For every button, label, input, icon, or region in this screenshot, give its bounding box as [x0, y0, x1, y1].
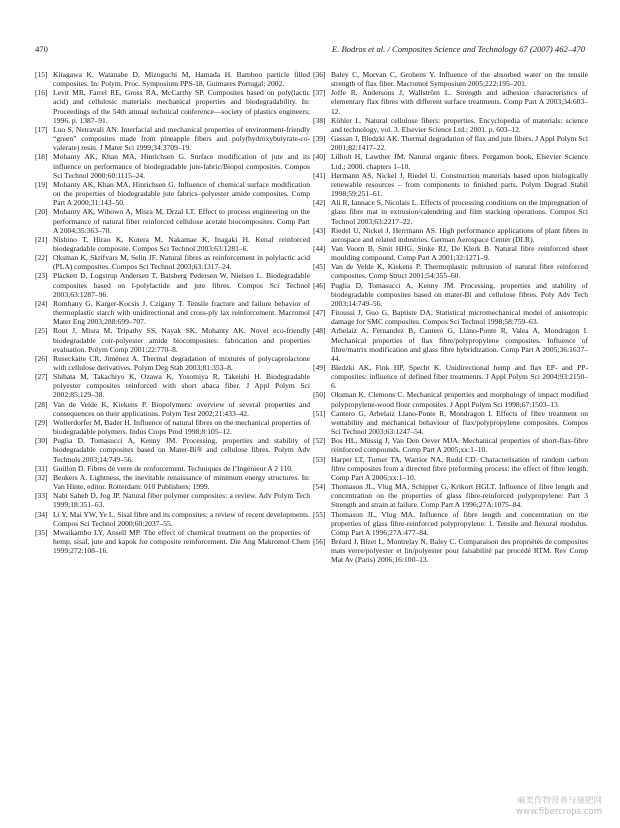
watermark-url: www.fibercrops.com — [516, 807, 602, 817]
page-header — [35, 44, 585, 58]
reference-item — [35, 418, 310, 436]
reference-text: Bréard J, Bizet L, Montrelay N, Baley C. Comparaison des propriétés de composites mats verre/polyester et lin/polyester pour faisabilité par procédé RTM. Rev Comp Mat Av (Paris) 2006;16:100–13. — [331, 536, 588, 565]
reference-number: [50] — [313, 390, 326, 400]
reference-item — [313, 88, 588, 115]
reference-text: Nishino T, Hirao K, Kotera M, Nakamae K, Inagaki H. Kenaf reinforced biodegradable composite. Compos Sci Technol 2003;63:1281–6. — [53, 234, 310, 253]
reference-number: [36] — [313, 70, 326, 79]
reference-number: [38] — [313, 115, 326, 125]
reference-item — [313, 171, 588, 198]
reference-item — [35, 88, 310, 125]
reference-text: Kitagawa K, Watanabe D, Mizoguchi M, Hamada H. Bamboo particle filled composites. In: Polym. Proc. Symposium PPS-18, Guimares Portugal; 2002. — [53, 70, 310, 89]
reference-text: Oksman K, Skrifvars M, Selin JF. Natural fibres as reinforcement in polylactic acid (PLA) composites. Compos Sci Technol 2003;63:1317–24. — [53, 253, 310, 272]
reference-number: [16] — [35, 88, 48, 98]
page-number: 470 — [35, 44, 48, 54]
reference-number: [56] — [313, 536, 326, 546]
reference-text: Li Y, Mai YW, Ye L. Sisal fibre and its composites: a review of recent developments. Compos Sci Technol 2000;60:2037–55. — [53, 509, 310, 528]
reference-item — [313, 116, 588, 134]
reference-number: [53] — [313, 454, 326, 464]
reference-item — [313, 198, 588, 225]
reference-text: Bos HL, Müssig J, Van Den Oever MJA. Mechanical properties of short-flax-fibre reinforced compounds. Comp Part A 2005;xx:1–10. — [331, 436, 588, 455]
reference-item — [35, 235, 310, 253]
reference-item — [313, 70, 588, 88]
reference-item — [313, 537, 588, 564]
reference-number: [41] — [313, 170, 326, 180]
reference-item — [35, 510, 310, 528]
reference-text: Oksman K, Clemons C. Mechanical properties and morphology of impact modified polypropylene-wood flour composites. J Appl Polym Sci 1998;67:1503–13. — [331, 390, 588, 409]
reference-item — [35, 207, 310, 234]
reference-item — [313, 510, 588, 537]
reference-item — [35, 436, 310, 463]
reference-text: Thomason JL, Vlug MA, Schipper G, Krikort HGLT. Influence of fibre length and concentration on the properties of glass fibre-reinforced polypropylene: Part 3 Strength and strain at failure. Comp Part A 1996;27A:1075–84. — [331, 482, 588, 510]
reference-item — [35, 528, 310, 555]
reference-text: Lilholt H, Lawther JM. Natural organic fibers. Pergamon book, Elsevier Science Ltd.; 2000. chapters 1–10. — [331, 152, 588, 171]
reference-text: Harper LT, Turner TA, Warrior NA, Rudd CD. Characterisation of random carbon fibre composites from a directed fibre preforming process: the effect of fibre length. Comp Part A 2006;xx:1–10. — [331, 454, 588, 482]
reference-text: Van Voorn B, Smit HHG, Sinke RJ, De Klerk B. Natural fibre reinforced sheet moulding compound. Comp Part A 2001;32:1271–9. — [331, 243, 588, 263]
reference-text: Puglia D, Tomasucci A, Kenny JM. Processing, properties and stability of biodegradable composites based on Mater-Bi® and cellulose fibres. Polym Adv Technols 2003;14:749–56. — [53, 436, 310, 464]
reference-item — [313, 409, 588, 436]
reference-number: [35] — [35, 527, 48, 537]
reference-number: [23] — [35, 271, 48, 281]
reference-text: Mohanty AK, Khan MA, Hinrichsen G. Surface modification of jute and its influence on performance of biodegradable jute-fabric/Biopol composites. Compos Sci Technol 2000;60:1115–24. — [53, 152, 310, 180]
reference-text: Guillon D. Fibres de verre de renforcement. Techniques de l’Ingénieur A 2 110. — [53, 463, 293, 473]
reference-text: Joffe R, Andersons J, Wallström L. Strength and adhesion characteristics of elementary flax fibres with different surface treatments. Comp Part A 2003;34:603–12. — [331, 88, 588, 116]
reference-number: [32] — [35, 472, 48, 482]
reference-text: Riedel U, Nickel J, Herrmann AS. High performance applications of plant fibres in aerospace and related industries. German Aerospace Center (DLR). — [331, 225, 588, 244]
reference-number: [46] — [313, 280, 326, 290]
reference-item — [35, 372, 310, 399]
reference-item — [313, 262, 588, 280]
reference-text: Thomason JL, Vlug MA. Influence of fibre length and concentration on the properties of glass fibre-reinforced polypropylene: 1. Tensile and flexural modulus. Comp Part A 1996;27A:477–84. — [331, 509, 588, 537]
reference-number: [30] — [35, 436, 48, 446]
reference-item — [313, 226, 588, 244]
reference-text: Romhany G, Karger-Kocsis J, Czigany T. Tensile fracture and failure behavior of thermoplastic starch with unidirectional and cross-ply lax reinforcement. Macromol Mater Eng 2003;288:699–707. — [53, 298, 310, 327]
reference-number: [55] — [313, 509, 326, 519]
reference-number: [34] — [35, 509, 48, 519]
reference-item — [35, 326, 310, 353]
reference-number: [19] — [35, 179, 48, 189]
reference-text: Ali R, Iannace S, Nicolais L. Effects of processing conditions on the impregnation of glass fibre mat in extrusion/calendring and film stacking operations. Compos Sci Technol 2003;63:2217–22. — [331, 198, 588, 226]
reference-item — [313, 308, 588, 326]
running-head: E. Bodros et al. / Composites Science and Technology 67 (2007) 462–470 — [331, 44, 585, 54]
reference-item — [35, 152, 310, 179]
reference-text: Luo S, Netravali AN. Interfacial and mechanical properties of environment-friendly “green” composites made from pineapple fibers and poly(hydroxybutyrate-co-valerate) resin. J Mater Sci 1999;34:3709–19. — [53, 124, 310, 153]
reference-text: Van de Velde K, Kiekens P. Thermoplastic pultrusion of natural fibre reinforced composites. Comp Struct 2001;54:355–60. — [331, 262, 588, 281]
reference-text: Mohanty AK, Wibowo A, Misra M, Drzal LT. Effect to process engineering on the performance of natural fiber reinforced cellulose acetate biocomposites. Comp Part A 2004;35:363–70. — [53, 207, 310, 235]
reference-item — [35, 70, 310, 88]
reference-item — [35, 180, 310, 207]
reference-number: [21] — [35, 234, 48, 244]
reference-number: [17] — [35, 124, 48, 134]
reference-number: [47] — [313, 308, 326, 318]
reference-text: Shibata M, Takachiyo K, Ozawa K, Yosomiya R, Takeishi H. Biodegradable polyester composites reinforced with short abaca fiber. J Appl Polym Sci 2002;85:129–38. — [53, 372, 310, 400]
reference-number: [29] — [35, 417, 48, 427]
reference-column-right — [313, 70, 588, 564]
reference-text: Fitoussi J, Guo G, Baptiste DA. Statistical micromechanical model of anisotropic damage for SMC composites. Compos Sci Technol 1998;58:759–63. — [331, 308, 588, 327]
reference-text: Ruseckaite CR, Jiménez A. Thermal degradation of mixtures of polycaprolactone with cellulose derivatives. Polym Deg Stab 2003;81:353–8. — [53, 353, 310, 372]
reference-text: Wollerdorfer M, Bader H. Influence of natural fibres on the mechanical properties of biodegradable polymers. Indus Crops Prod 1998;8:105–12. — [53, 417, 310, 437]
reference-item — [35, 253, 310, 271]
watermark — [516, 796, 602, 818]
reference-text: Arbelaiz A, Fernandez B, Cantero G, Llano-Ponte R, Valea A, Mondragon I. Mechanical properties of flax fibre/polypropylene composites. Influence of fibre/matrix modification and glass fibre hybridization. Comp Part A 2005;36:1637–44. — [331, 326, 588, 363]
reference-text: Mohanty AK, Khan MA, Hinrichsen G. Influence of chemical surface modification on the properties of biodegradable jute fabrics–polyester amide composites. Comp Part A 2000;31:143–50. — [53, 179, 310, 208]
watermark-text: 麻类作物营养与施肥网 — [516, 796, 602, 806]
reference-item — [313, 390, 588, 408]
reference-number: [33] — [35, 491, 48, 501]
reference-number: [27] — [35, 372, 48, 382]
reference-text: Nabi Saheb D, Jog JP. Natural fiber polymer composites: a review. Adv Polym Tech 1999;18:351–63. — [53, 491, 310, 510]
reference-column-left — [35, 70, 310, 555]
reference-number: [39] — [313, 134, 326, 144]
reference-item — [313, 134, 588, 152]
reference-item — [35, 125, 310, 152]
reference-item — [313, 482, 588, 509]
reference-item — [35, 464, 310, 473]
reference-text: Van de Velde K, Kiekens P. Biopolymers: overview of several properties and consequences on their applications. Polym Test 2002;21:433–42. — [53, 399, 310, 418]
reference-text: Levit MR, Farrel RE, Gross RA, McCarthy SP. Composites based on poly(lactic acid) and cellulosic materials: mechanical properties and biodegradability. In: Proceedings of the 54th annual technical conference—society of plastics engineers; 1996. p. 1387–91. — [53, 88, 310, 125]
reference-text: Baley C, Morvan C, Grohens Y. Influence of the absorbed water on the tensile strength of flax fiber. Macromol Symposium 2005;222:195–201. — [331, 70, 588, 89]
reference-number: [15] — [35, 70, 48, 79]
reference-item — [35, 400, 310, 418]
reference-text: Plackett D, Logstrup Andersen T, Batsberg Pedersen W, Nielsen L. Biodegradable composites based on l-polylactide and jute fibres. Compos Sci Technol 2003;63:1287–96. — [53, 271, 310, 299]
reference-item — [313, 326, 588, 363]
reference-text: Köhler L. Natural cellulose fibers: properties. Encyclopedia of materials: science and technology, vol. 3. Elsevier Science Ltd.; 2001. p. 603–12. — [331, 115, 588, 134]
reference-number: [45] — [313, 262, 326, 272]
reference-number: [48] — [313, 326, 326, 336]
reference-number: [25] — [35, 326, 48, 336]
reference-text: Hermann AS, Nickel J, Riedel U. Construction materials based upon biologically renewable resources – from components to finished parts. Polym Degrad Stabil 1998;59:251–61. — [331, 170, 588, 199]
reference-number: [43] — [313, 225, 326, 235]
reference-number: [24] — [35, 298, 48, 308]
reference-text: Beukers A. Lightness, the inevitable renaissance of minimum energy structures. In: Van Hinte, editor. Rotterdam: 010 Publishers; 1999. — [53, 472, 310, 492]
reference-number: [40] — [313, 152, 326, 162]
reference-number: [18] — [35, 152, 48, 162]
reference-number: [22] — [35, 253, 48, 263]
reference-item — [35, 491, 310, 509]
reference-number: [51] — [313, 408, 326, 418]
reference-text: Gassan J, Bledzki AK. Thermal degradation of flax and jute fibers. J Appl Polym Sci 2001;82:1417–22. — [331, 134, 588, 153]
reference-number: [42] — [313, 198, 326, 208]
reference-item — [35, 473, 310, 491]
reference-text: Rout J, Misra M, Tripathy SS, Nayak SK, Mohanty AK. Novel eco-friendly biodegradable coir-polyester amide biocomposites: fabrication and properties evaluation. Polym Comp 2001;22:770–8. — [53, 326, 310, 354]
reference-number: [26] — [35, 353, 48, 363]
reference-text: Cantero G, Arbelaiz Llano-Ponte R, Mondragon I. Effects of fibre treatment on wettability and mechanical behaviour of flax/polypropylene composites. Compos Sci Technol 2003;63:1247–54. — [331, 408, 588, 437]
reference-number: [54] — [313, 482, 326, 492]
reference-number: [44] — [313, 243, 326, 253]
reference-number: [52] — [313, 436, 326, 446]
reference-number: [37] — [313, 88, 326, 98]
reference-text: Puglia D, Tomasucci A, Kenny JM. Processing, properties and stability of biodegradable composites based on mater-Bi and cellulose fibres. Poly Adv Tech 2003;14:749–56. — [331, 280, 588, 308]
reference-item — [313, 244, 588, 262]
reference-item — [313, 363, 588, 390]
reference-item — [313, 152, 588, 170]
reference-number: [49] — [313, 363, 326, 372]
reference-number: [28] — [35, 399, 48, 409]
reference-item — [313, 281, 588, 308]
reference-text: Mwaikambo LY, Ansell MP. The effect of chemical treatment on the properties of hemp, sisal, jute and kapok for composite reinforcement. Die Ang Makromol Chem 1999;272:108–16. — [53, 527, 310, 556]
reference-item — [35, 299, 310, 326]
reference-text: Bledzki AK, Fink HP, Specht K. Unidirectional hemp and flax EP- and PP-composites: influence of defined fiber treatments. J Appl Polym Sci 2004;93:2150–6. — [331, 363, 588, 391]
reference-item — [313, 455, 588, 482]
reference-number: [31] — [35, 463, 48, 473]
reference-item — [35, 354, 310, 372]
reference-number: [20] — [35, 207, 48, 217]
reference-item — [313, 436, 588, 454]
reference-item — [35, 271, 310, 298]
